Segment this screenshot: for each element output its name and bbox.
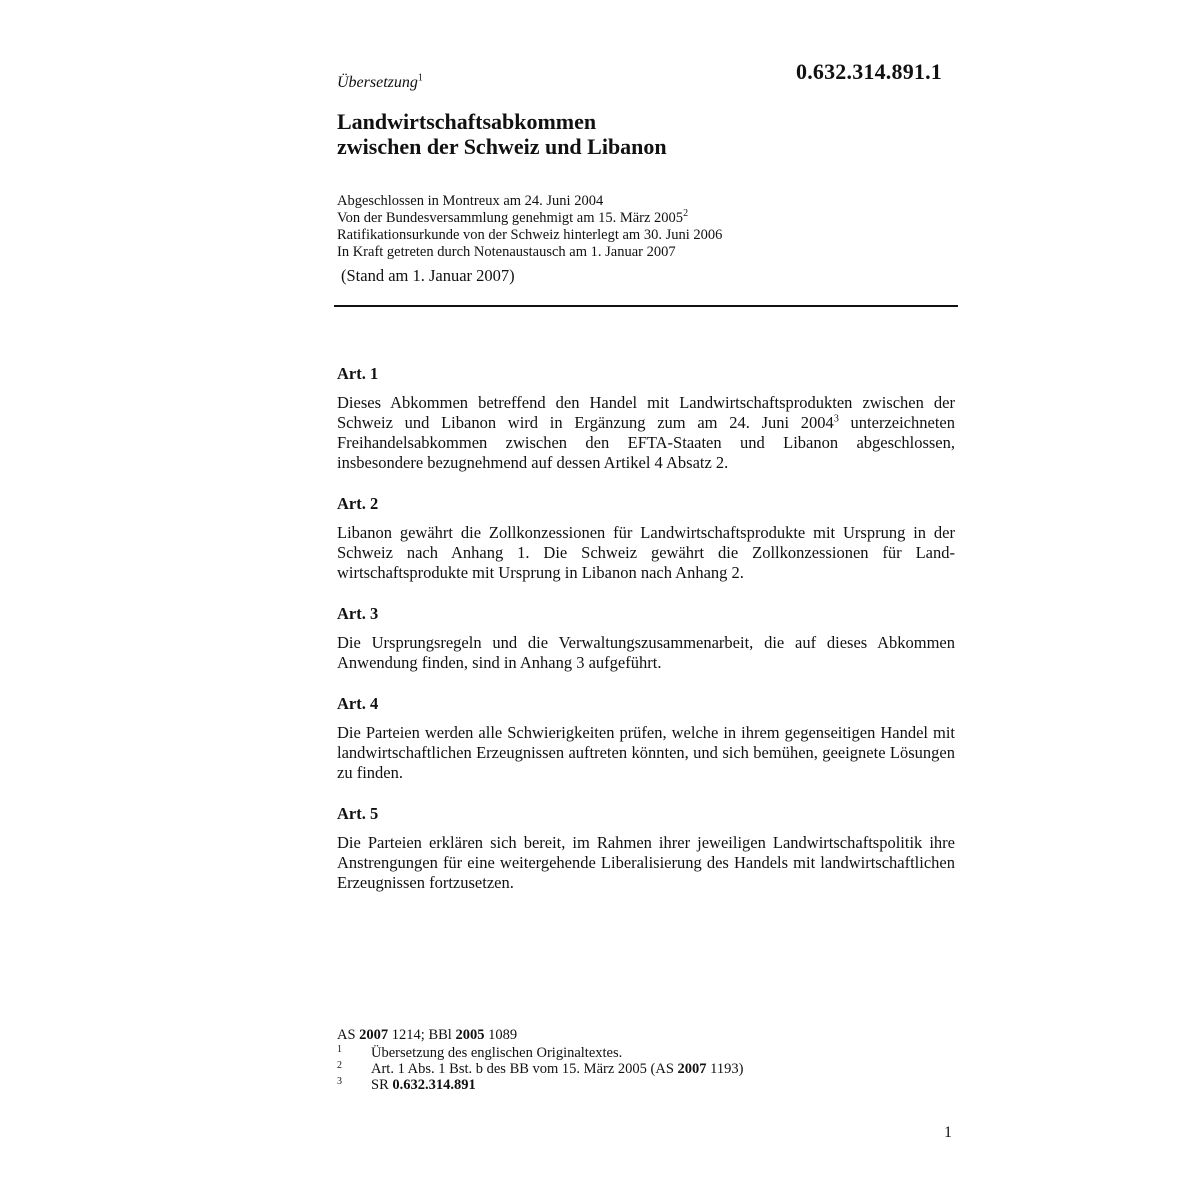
status-line: (Stand am 1. Januar 2007) <box>341 266 515 285</box>
footnote-text: Art. 1 Abs. 1 Bst. b des BB vom 15. März 2005 (AS <box>371 1061 678 1077</box>
footnote-ref-1: 1 <box>417 72 423 84</box>
document-title <box>337 109 957 159</box>
article-4 <box>337 694 955 783</box>
articles <box>337 364 955 914</box>
article-text: Libanon gewährt die Zollkonzessionen für Landwirtschaftsprodukte mit Ursprung in der Schweiz nach Anhang 1. Die Schweiz gewährt die Zollkonzessionen für Landwirtschaftsprodukte mit Ursprung in Libanon nach Anhang 2. <box>337 523 955 582</box>
title-line-1: Landwirtschaftsabkommen <box>337 109 597 134</box>
article-heading: Art. 1 <box>337 364 379 383</box>
official-collection-reference <box>337 1027 957 1043</box>
article-5 <box>337 804 955 893</box>
in-force-line: In Kraft getreten durch Notenaustausch am 1. Januar 2007 <box>337 244 676 260</box>
article-2 <box>337 494 955 583</box>
footnote-number: 1 <box>337 1044 342 1055</box>
page-number: 1 <box>944 1124 952 1141</box>
article-1-text-end: unterzeichneten Freihandelsabkommen zwischen den EFTA-Staaten und Libanon abgeschlossen, insbesondere bezugnehmend auf dessen Artikel 4 Absatz 2. <box>337 413 955 472</box>
translation-label-text: Übersetzung <box>337 74 418 91</box>
footnotes <box>337 1027 957 1093</box>
bbl-year: 2005 <box>455 1027 485 1043</box>
article-heading: Art. 4 <box>337 694 379 713</box>
article-1-text-start: Dieses Abkommen betreffend den Handel mit Landwirtschaftsprodukten zwischen der Schweiz und Libanon wird in Ergänzung zum am 24. Juni 2004 <box>337 393 955 432</box>
footnote-prefix: SR <box>371 1077 393 1093</box>
article-3 <box>337 604 955 673</box>
as-prefix: AS <box>337 1027 360 1043</box>
ratification-line: Ratifikationsurkunde von der Schweiz hinterlegt am 30. Juni 2006 <box>337 227 723 243</box>
article-heading: Art. 5 <box>337 804 379 823</box>
article-text: Die Parteien erklären sich bereit, im Rahmen ihrer jeweiligen Landwirtschaftspolitik ihre Anstrengungen für eine weitergehende Liberalisierung des Handels mit landwirtschaftlichen Erzeugnissen fortzusetzen. <box>337 833 955 892</box>
article-heading: Art. 3 <box>337 604 379 623</box>
footnote-ref-3: 3 <box>833 413 839 425</box>
title-line-2: zwischen der Schweiz und Libanon <box>337 134 667 159</box>
as-year: 2007 <box>359 1027 389 1043</box>
as-page: 1214; BBl <box>388 1027 456 1043</box>
footnote-text: Übersetzung des englischen Originaltextes. <box>371 1045 623 1061</box>
footnote-year: 2007 <box>677 1061 707 1077</box>
bbl-page: 1089 <box>484 1027 518 1043</box>
footnote-sr-number: 0.632.314.891 <box>392 1077 476 1093</box>
footnote-ref-2: 2 <box>683 208 689 220</box>
approved-line <box>337 210 957 227</box>
header-divider <box>334 305 958 307</box>
metadata-block <box>337 193 957 261</box>
sr-number: 0.632.314.891.1 <box>796 59 942 84</box>
footnote-suffix: 1193) <box>706 1061 744 1077</box>
approved-text: Von der Bundesversammlung genehmigt am 15. März 2005 <box>337 210 684 226</box>
footnote-2 <box>337 1061 957 1077</box>
translation-label <box>337 74 423 92</box>
concluded-line: Abgeschlossen in Montreux am 24. Juni 2004 <box>337 193 604 209</box>
footnote-3 <box>337 1077 957 1093</box>
article-text: Die Parteien werden alle Schwierigkeiten prüfen, welche in ihrem gegenseitigen Handel mit landwirtschaftlichen Erzeugnissen auftreten könnten, und sich bemühen, geeignete Lösungen zu finden. <box>337 723 955 782</box>
footnote-number: 2 <box>337 1060 342 1071</box>
footnote-1 <box>337 1045 957 1061</box>
article-text <box>337 393 955 473</box>
article-text: Die Ursprungsregeln und die Verwaltungszusammenarbeit, die auf dieses Abkommen Anwendung finden, sind in Anhang 3 aufgeführt. <box>337 633 955 672</box>
article-heading: Art. 2 <box>337 494 379 513</box>
article-1 <box>337 364 955 473</box>
footnote-number: 3 <box>337 1076 342 1087</box>
